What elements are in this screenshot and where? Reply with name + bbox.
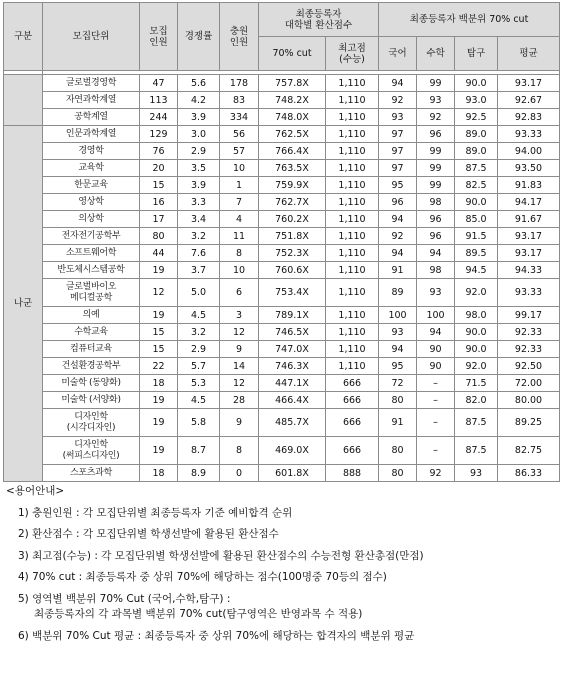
cell-explore: 93.0 (455, 92, 498, 109)
cell-max-score: 1,110 (326, 160, 379, 177)
cell-average: 93.17 (498, 228, 560, 245)
cell-quota: 129 (140, 126, 178, 143)
cell-extra: 1 (220, 177, 259, 194)
cell-quota: 15 (140, 177, 178, 194)
cell-max-score: 666 (326, 409, 379, 437)
cell-70-cut: 762.5X (259, 126, 326, 143)
cell-math: 98 (417, 262, 455, 279)
cell-ratio: 5.8 (178, 409, 220, 437)
cell-ratio: 3.9 (178, 109, 220, 126)
cell-korean: 91 (379, 262, 417, 279)
cell-unit: 영상학 (43, 194, 140, 211)
cell-math: 96 (417, 126, 455, 143)
table-row (4, 358, 560, 375)
cell-quota: 16 (140, 194, 178, 211)
cell-extra: 178 (220, 75, 259, 92)
cell-unit: 의예 (43, 307, 140, 324)
cell-average: 86.33 (498, 465, 560, 482)
cell-ratio: 3.3 (178, 194, 220, 211)
cell-max-score: 1,110 (326, 358, 379, 375)
cell-korean: 92 (379, 228, 417, 245)
cell-max-score: 1,110 (326, 194, 379, 211)
table-row (4, 375, 560, 392)
cell-quota: 20 (140, 160, 178, 177)
guide-item-continued: 최종등록자의 각 과목별 백분위 70% cut(탐구영역은 반영과목 수 적용) (34, 608, 363, 620)
header-korean: 국어 (379, 37, 417, 71)
cell-unit: 건설환경공학부 (43, 358, 140, 375)
cell-max-score: 1,110 (326, 307, 379, 324)
cell-korean: 95 (379, 358, 417, 375)
cell-unit: 스포츠과학 (43, 465, 140, 482)
cell-quota: 44 (140, 245, 178, 262)
cell-70-cut: 753.4X (259, 279, 326, 307)
cell-korean: 80 (379, 392, 417, 409)
table-row (4, 409, 560, 437)
cell-ratio: 3.5 (178, 160, 220, 177)
cell-unit: 경영학 (43, 143, 140, 160)
cell-quota: 18 (140, 375, 178, 392)
cell-korean: 94 (379, 341, 417, 358)
table-row (4, 75, 560, 92)
cell-math: – (417, 392, 455, 409)
cell-korean: 97 (379, 160, 417, 177)
cell-quota: 12 (140, 279, 178, 307)
table-row (4, 307, 560, 324)
cell-math: 93 (417, 279, 455, 307)
cell-math: 93 (417, 92, 455, 109)
cell-explore: 93 (455, 465, 498, 482)
cell-70-cut: 748.0X (259, 109, 326, 126)
cell-extra: 3 (220, 307, 259, 324)
table-row (4, 392, 560, 409)
cell-extra: 11 (220, 228, 259, 245)
cell-70-cut: 760.2X (259, 211, 326, 228)
cell-70-cut: 447.1X (259, 375, 326, 392)
table-row (4, 341, 560, 358)
cell-extra: 4 (220, 211, 259, 228)
cell-korean: 96 (379, 194, 417, 211)
cell-average: 94.17 (498, 194, 560, 211)
cell-math: 92 (417, 465, 455, 482)
cell-extra: 10 (220, 160, 259, 177)
cell-max-score: 1,110 (326, 262, 379, 279)
cell-ratio: 5.3 (178, 375, 220, 392)
cell-unit: 글로벌바이오 메디컬공학 (43, 279, 140, 307)
cell-quota: 113 (140, 92, 178, 109)
header-explore: 탐구 (455, 37, 498, 71)
cell-quota: 18 (140, 465, 178, 482)
cell-70-cut: 601.8X (259, 465, 326, 482)
cell-explore: 71.5 (455, 375, 498, 392)
cell-ratio: 7.6 (178, 245, 220, 262)
cell-korean: 94 (379, 211, 417, 228)
cell-unit: 의상학 (43, 211, 140, 228)
cell-korean: 80 (379, 465, 417, 482)
cell-average: 93.33 (498, 279, 560, 307)
cell-unit: 글로벌경영학 (43, 75, 140, 92)
table-row (4, 211, 560, 228)
cell-max-score: 1,110 (326, 75, 379, 92)
cell-70-cut: 762.7X (259, 194, 326, 211)
cell-unit: 교육학 (43, 160, 140, 177)
cell-math: 90 (417, 358, 455, 375)
cell-average: 92.50 (498, 358, 560, 375)
cell-korean: 93 (379, 109, 417, 126)
cell-average: 99.17 (498, 307, 560, 324)
cell-ratio: 2.9 (178, 341, 220, 358)
cell-explore: 87.5 (455, 409, 498, 437)
cell-average: 80.00 (498, 392, 560, 409)
cell-explore: 92.0 (455, 279, 498, 307)
cell-70-cut: 748.2X (259, 92, 326, 109)
cell-math: 94 (417, 245, 455, 262)
cell-explore: 91.5 (455, 228, 498, 245)
cell-math: 98 (417, 194, 455, 211)
header-max-score: 최고점 (수능) (326, 37, 379, 71)
cell-ratio: 5.7 (178, 358, 220, 375)
cell-max-score: 1,110 (326, 92, 379, 109)
cell-math: – (417, 375, 455, 392)
cell-average: 92.67 (498, 92, 560, 109)
cell-ratio: 4.2 (178, 92, 220, 109)
cell-extra: 8 (220, 437, 259, 465)
cell-math: 96 (417, 228, 455, 245)
cell-average: 93.17 (498, 245, 560, 262)
cell-average: 92.33 (498, 324, 560, 341)
header-70-cut: 70% cut (259, 37, 326, 71)
cell-average: 89.25 (498, 409, 560, 437)
cell-unit: 디자인학 (써피스디자인) (43, 437, 140, 465)
cell-korean: 80 (379, 437, 417, 465)
table-row (4, 437, 560, 465)
cell-unit: 인문과학계열 (43, 126, 140, 143)
cell-70-cut: 760.6X (259, 262, 326, 279)
cell-ratio: 3.9 (178, 177, 220, 194)
cell-average: 93.50 (498, 160, 560, 177)
cell-70-cut: 746.3X (259, 358, 326, 375)
cell-explore: 87.5 (455, 437, 498, 465)
cell-explore: 87.5 (455, 160, 498, 177)
cell-unit: 디자인학 (시각디자인) (43, 409, 140, 437)
cell-quota: 19 (140, 392, 178, 409)
guide-title: <용어안내> (6, 485, 65, 497)
header-average: 평균 (498, 37, 560, 71)
header-unit: 모집단위 (43, 3, 140, 71)
cell-average: 92.33 (498, 341, 560, 358)
cell-average: 94.00 (498, 143, 560, 160)
cell-quota: 15 (140, 341, 178, 358)
cell-explore: 89.0 (455, 126, 498, 143)
cell-max-score: 888 (326, 465, 379, 482)
cell-math: 99 (417, 177, 455, 194)
cell-max-score: 1,110 (326, 228, 379, 245)
cell-average: 91.67 (498, 211, 560, 228)
cell-explore: 92.5 (455, 109, 498, 126)
cell-70-cut: 466.4X (259, 392, 326, 409)
cell-unit: 컴퓨터교육 (43, 341, 140, 358)
cell-70-cut: 752.3X (259, 245, 326, 262)
cell-extra: 0 (220, 465, 259, 482)
cell-quota: 15 (140, 324, 178, 341)
cell-math: 96 (417, 211, 455, 228)
cell-quota: 17 (140, 211, 178, 228)
cell-explore: 85.0 (455, 211, 498, 228)
division-cell (4, 75, 43, 126)
cell-average: 72.00 (498, 375, 560, 392)
cell-explore: 89.5 (455, 245, 498, 262)
table-row (4, 465, 560, 482)
cell-max-score: 666 (326, 392, 379, 409)
cell-math: 92 (417, 109, 455, 126)
cell-70-cut: 747.0X (259, 341, 326, 358)
cell-max-score: 1,110 (326, 279, 379, 307)
guide-item: 5) 영역별 백분위 70% Cut (국어,수학,탐구) : (18, 592, 231, 605)
cell-70-cut: 789.1X (259, 307, 326, 324)
division-label: 나군 (13, 298, 33, 309)
cell-max-score: 1,110 (326, 341, 379, 358)
cell-quota: 19 (140, 437, 178, 465)
cell-quota: 47 (140, 75, 178, 92)
cell-70-cut: 485.7X (259, 409, 326, 437)
cell-math: 90 (417, 341, 455, 358)
cell-quota: 19 (140, 262, 178, 279)
cell-max-score: 1,110 (326, 324, 379, 341)
cell-korean: 92 (379, 92, 417, 109)
cell-korean: 72 (379, 375, 417, 392)
table-row (4, 92, 560, 109)
cell-average: 82.75 (498, 437, 560, 465)
cell-ratio: 3.0 (178, 126, 220, 143)
table-row (4, 126, 560, 143)
cell-unit: 미술학 (서양화) (43, 392, 140, 409)
cell-extra: 83 (220, 92, 259, 109)
table-row (4, 228, 560, 245)
cell-ratio: 4.5 (178, 392, 220, 409)
cell-unit: 수학교육 (43, 324, 140, 341)
cell-70-cut: 746.5X (259, 324, 326, 341)
cell-explore: 89.0 (455, 143, 498, 160)
cell-max-score: 1,110 (326, 177, 379, 194)
terms-guide (6, 484, 558, 644)
table-row (4, 177, 560, 194)
cell-extra: 10 (220, 262, 259, 279)
cell-max-score: 666 (326, 437, 379, 465)
cell-korean: 93 (379, 324, 417, 341)
cell-max-score: 1,110 (326, 143, 379, 160)
cell-average: 93.17 (498, 75, 560, 92)
cell-korean: 95 (379, 177, 417, 194)
cell-extra: 56 (220, 126, 259, 143)
cell-explore: 90.0 (455, 324, 498, 341)
cell-70-cut: 751.8X (259, 228, 326, 245)
cell-math: 100 (417, 307, 455, 324)
cell-extra: 28 (220, 392, 259, 409)
cell-math: 99 (417, 75, 455, 92)
cell-average: 92.83 (498, 109, 560, 126)
cell-korean: 97 (379, 143, 417, 160)
header-ratio: 경쟁률 (178, 3, 220, 71)
header-math: 수학 (417, 37, 455, 71)
cell-ratio: 3.2 (178, 228, 220, 245)
guide-item: 1) 충원인원 : 각 모집단위별 최종등록자 기준 예비합격 순위 (18, 506, 293, 519)
cell-max-score: 666 (326, 375, 379, 392)
cell-unit: 소프트웨어학 (43, 245, 140, 262)
cell-korean: 97 (379, 126, 417, 143)
header-final-score-group: 최종등록자 대학별 환산점수 (259, 3, 379, 37)
header-percentile-group: 최종등록자 백분위 70% cut (379, 3, 560, 37)
cell-math: 99 (417, 143, 455, 160)
cell-unit: 전자전기공학부 (43, 228, 140, 245)
cell-quota: 76 (140, 143, 178, 160)
cell-explore: 92.0 (455, 358, 498, 375)
cell-extra: 57 (220, 143, 259, 160)
cell-70-cut: 763.5X (259, 160, 326, 177)
guide-item: 2) 환산점수 : 각 모집단위별 학생선발에 활용된 환산점수 (18, 528, 279, 540)
cell-quota: 19 (140, 409, 178, 437)
cell-max-score: 1,110 (326, 126, 379, 143)
header-quota: 모집 인원 (140, 3, 178, 71)
header-division: 구분 (4, 3, 43, 71)
cell-average: 93.33 (498, 126, 560, 143)
cell-quota: 244 (140, 109, 178, 126)
cell-extra: 9 (220, 341, 259, 358)
cell-explore: 82.5 (455, 177, 498, 194)
cell-extra: 12 (220, 324, 259, 341)
cell-70-cut: 469.0X (259, 437, 326, 465)
cell-unit: 자연과학계열 (43, 92, 140, 109)
cell-explore: 82.0 (455, 392, 498, 409)
cell-70-cut: 757.8X (259, 75, 326, 92)
cell-ratio: 3.7 (178, 262, 220, 279)
cell-unit: 반도체시스템공학 (43, 262, 140, 279)
cell-unit: 한문교육 (43, 177, 140, 194)
cell-quota: 19 (140, 307, 178, 324)
cell-quota: 22 (140, 358, 178, 375)
cell-explore: 90.0 (455, 194, 498, 211)
cell-korean: 94 (379, 75, 417, 92)
cell-ratio: 8.9 (178, 465, 220, 482)
cell-ratio: 2.9 (178, 143, 220, 160)
guide-item: 4) 70% cut : 최종등록자 중 상위 70%에 해당하는 점수(100명중 70등의 점수) (18, 571, 387, 583)
cell-ratio: 8.7 (178, 437, 220, 465)
cell-extra: 6 (220, 279, 259, 307)
guide-item: 3) 최고점(수능) : 각 모집단위별 학생선발에 활용된 환산점수의 수능전형 환산총점(만점) (18, 549, 424, 562)
table-row (4, 279, 560, 307)
cell-korean: 100 (379, 307, 417, 324)
cell-ratio: 4.5 (178, 307, 220, 324)
table-row (4, 324, 560, 341)
table-row (4, 160, 560, 177)
cell-explore: 98.0 (455, 307, 498, 324)
cell-unit: 미술학 (동양화) (43, 375, 140, 392)
cell-ratio: 3.4 (178, 211, 220, 228)
cell-extra: 7 (220, 194, 259, 211)
cell-extra: 12 (220, 375, 259, 392)
table-row (4, 143, 560, 160)
cell-korean: 94 (379, 245, 417, 262)
guide-item: 6) 백분위 70% Cut 평균 : 최종등록자 중 상위 70%에 해당하는 합격자의 백분위 평균 (18, 629, 415, 642)
admission-results-table (3, 2, 560, 482)
table-row (4, 194, 560, 211)
table-row (4, 109, 560, 126)
cell-ratio: 5.0 (178, 279, 220, 307)
cell-quota: 80 (140, 228, 178, 245)
cell-explore: 90.0 (455, 341, 498, 358)
cell-max-score: 1,110 (326, 245, 379, 262)
cell-math: 99 (417, 160, 455, 177)
cell-average: 94.33 (498, 262, 560, 279)
cell-korean: 89 (379, 279, 417, 307)
table-row (4, 245, 560, 262)
cell-extra: 9 (220, 409, 259, 437)
cell-70-cut: 766.4X (259, 143, 326, 160)
cell-math: – (417, 409, 455, 437)
cell-max-score: 1,110 (326, 211, 379, 228)
table-row (4, 262, 560, 279)
cell-math: – (417, 437, 455, 465)
cell-ratio: 3.2 (178, 324, 220, 341)
cell-max-score: 1,110 (326, 109, 379, 126)
cell-korean: 91 (379, 409, 417, 437)
cell-extra: 14 (220, 358, 259, 375)
cell-explore: 94.5 (455, 262, 498, 279)
cell-ratio: 5.6 (178, 75, 220, 92)
division-cell (4, 126, 43, 482)
cell-extra: 8 (220, 245, 259, 262)
header-extra: 충원 인원 (220, 3, 259, 71)
cell-70-cut: 759.9X (259, 177, 326, 194)
cell-math: 94 (417, 324, 455, 341)
cell-explore: 90.0 (455, 75, 498, 92)
cell-extra: 334 (220, 109, 259, 126)
cell-unit: 공학계열 (43, 109, 140, 126)
cell-average: 91.83 (498, 177, 560, 194)
